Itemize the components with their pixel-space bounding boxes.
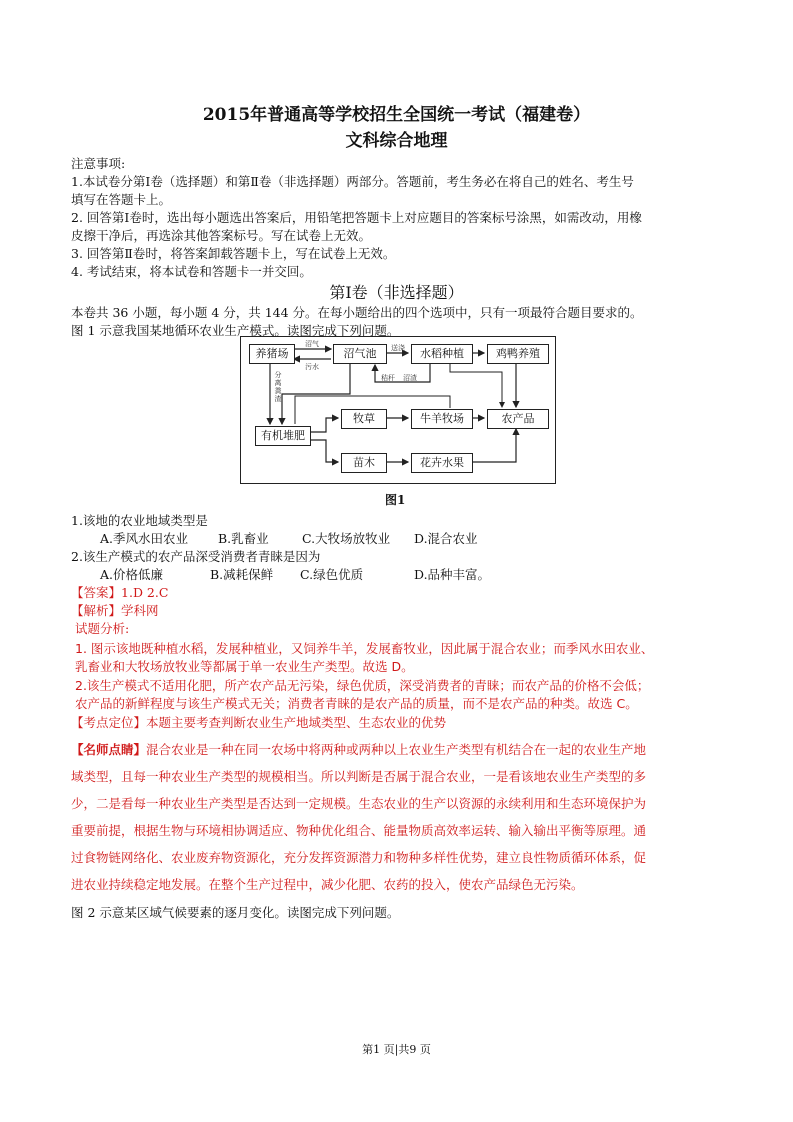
arrow-rice-to-market — [450, 363, 502, 407]
arrow-flowers-to-market — [472, 429, 516, 462]
box-biogas: 沼气池 — [333, 344, 387, 364]
analysis-line: 1. 图示该地既种植水稻，发展种植业，又饲养牛羊，发展畜牧业，因此属于混合农业；而季风水田农业、 — [75, 641, 654, 656]
box-pig-farm: 养猪场 — [249, 344, 295, 364]
edge-label-slag: 沼渣 — [403, 374, 417, 382]
arrow-compost-to-forage — [310, 418, 338, 432]
notice-line: 4. 考试结束，将本试卷和答题卡一并交回。 — [71, 264, 312, 279]
figure1-caption: 图 1 示意我国某地循环农业生产模式。读图完成下列问题。 — [71, 323, 400, 338]
mingshi-line: 混合农业是一种在同一农场中将两种或两种以上农业生产类型有机结合在一起的农业生产地 — [146, 742, 647, 757]
arrow-compost-to-seedling — [310, 440, 338, 462]
question-1-option-b: B.乳畜业 — [218, 531, 269, 546]
analysis-heading: 试题分析: — [75, 621, 130, 636]
question-2-option-b: B.减耗保鲜 — [210, 567, 274, 582]
answer-value: 1.D 2.C — [121, 585, 169, 600]
box-cattle: 牛羊牧场 — [411, 409, 473, 429]
edge-label-vertical: 分离粪渣 — [274, 371, 282, 403]
circular-agriculture-diagram — [240, 336, 556, 484]
question-1-option-d: D.混合农业 — [414, 531, 478, 546]
notice-heading: 注意事项: — [71, 156, 126, 171]
box-rice: 水稻种植 — [411, 344, 473, 364]
mingshi-label: 【名师点睛】 — [71, 742, 147, 757]
analysis-line: 农产品的新鲜程度与该生产模式无关；消费者青睐的是农产品的质量，而不是农产品的种类。故选 C。 — [75, 696, 638, 711]
box-forage: 牧草 — [341, 409, 387, 429]
section-intro: 本卷共 36 小题，每小题 4 分，共 144 分。在每小题给出的四个选项中，只有一项最符合题目要求的。 — [71, 305, 643, 320]
question-1-stem: 1.该地的农业地域类型是 — [71, 513, 208, 528]
question-2-option-a: A.价格低廉 — [100, 567, 164, 582]
kaodian-row — [71, 713, 446, 731]
edge-label-sewage: 污水 — [305, 363, 319, 371]
notice-line: 皮擦干净后，再选涂其他答案标号。写在试卷上无效。 — [71, 228, 372, 243]
arrow-biogas-to-compost — [282, 363, 350, 424]
figure1-label: 图1 — [385, 493, 406, 507]
page-subtitle: 文科综合地理 — [345, 131, 448, 151]
edge-label-manure: 沼气 — [305, 340, 319, 348]
mingshi-line: 少，二是看每一种农业生产类型是否达到一定规模。生态农业的生产以资源的永续利用和生态环境保护为 — [71, 796, 647, 811]
edge-label-irrigate: 送浇 — [391, 344, 405, 352]
question-2-stem: 2.该生产模式的农产品深受消费者青睐是因为 — [71, 549, 321, 564]
notice-line: 1.本试卷分第Ⅰ卷（选择题）和第Ⅱ卷（非选择题）两部分。答题前，考生务必在将自己的姓名、考生号 — [71, 174, 634, 189]
question-2-option-c: C.绿色优质 — [300, 567, 364, 582]
page-title: 2015年普通高等学校招生全国统一考试（福建卷） — [202, 105, 591, 125]
notice-line: 3. 回答第Ⅱ卷时，将答案卸载答题卡上，写在试卷上无效。 — [71, 246, 396, 261]
analysis-line: 2.该生产模式不适用化肥，所产农产品无污染，绿色优质，深受消费者的青睐；而农产品的价格不会低； — [75, 678, 650, 693]
question-1-option-c: C.大牧场放牧业 — [302, 531, 391, 546]
analysis-label-row — [71, 601, 159, 619]
box-compost: 有机堆肥 — [255, 426, 311, 446]
question-1-option-a: A.季风水田农业 — [100, 531, 189, 546]
figure2-caption: 图 2 示意某区域气候要素的逐月变化。读图完成下列问题。 — [71, 905, 400, 920]
analysis-line: 乳畜业和大牧场放牧业等都属于单一农业生产类型。故选 D。 — [75, 659, 414, 674]
kaodian-label: 【考点定位】 — [71, 715, 147, 730]
mingshi-line-first — [71, 740, 646, 758]
kaodian-text: 本题主要考查判断农业生产地域类型、生态农业的优势 — [146, 715, 447, 730]
mingshi-line: 过食物链网络化、农业废弃物资源化，充分发挥资源潜力和物种多样性优势，建立良性物质循环体系，促 — [71, 850, 647, 865]
section-title: 第Ⅰ卷（非选择题） — [329, 283, 464, 302]
analysis-source: 学科网 — [121, 603, 159, 618]
page-number: 第1 页|共9 页 — [362, 1043, 431, 1056]
box-flowers: 花卉水果 — [411, 453, 473, 473]
answer-label: 【答案】 — [71, 585, 122, 600]
mingshi-line: 重要前提，根据生物与环境相协调适应、物种优化组合、能量物质高效率运转、输入输出平衡等原理。通 — [71, 823, 647, 838]
box-market: 农产品 — [487, 409, 549, 429]
notice-line: 填写在答题卡上。 — [71, 192, 172, 207]
notice-line: 2. 回答第Ⅰ卷时，选出每小题选出答案后，用铅笔把答题卡上对应题目的答案标号涂黑，如需改动，用橡 — [71, 210, 642, 225]
answer-row — [71, 583, 168, 601]
question-2-option-d: D.品种丰富。 — [414, 567, 491, 582]
box-poultry: 鸡鸭养殖 — [487, 344, 549, 364]
mingshi-line: 进农业持续稳定地发展。在整个生产过程中，减少化肥、农药的投入，使农产品绿色无污染。 — [71, 877, 584, 892]
edge-label-straw: 秸秆 — [381, 374, 395, 382]
box-seedling: 苗木 — [341, 453, 387, 473]
mingshi-line: 域类型，且每一种农业生产类型的规模相当。所以判断是否属于混合农业，一是看该地农业生产类型的多 — [71, 769, 647, 784]
analysis-label: 【解析】 — [71, 603, 122, 618]
